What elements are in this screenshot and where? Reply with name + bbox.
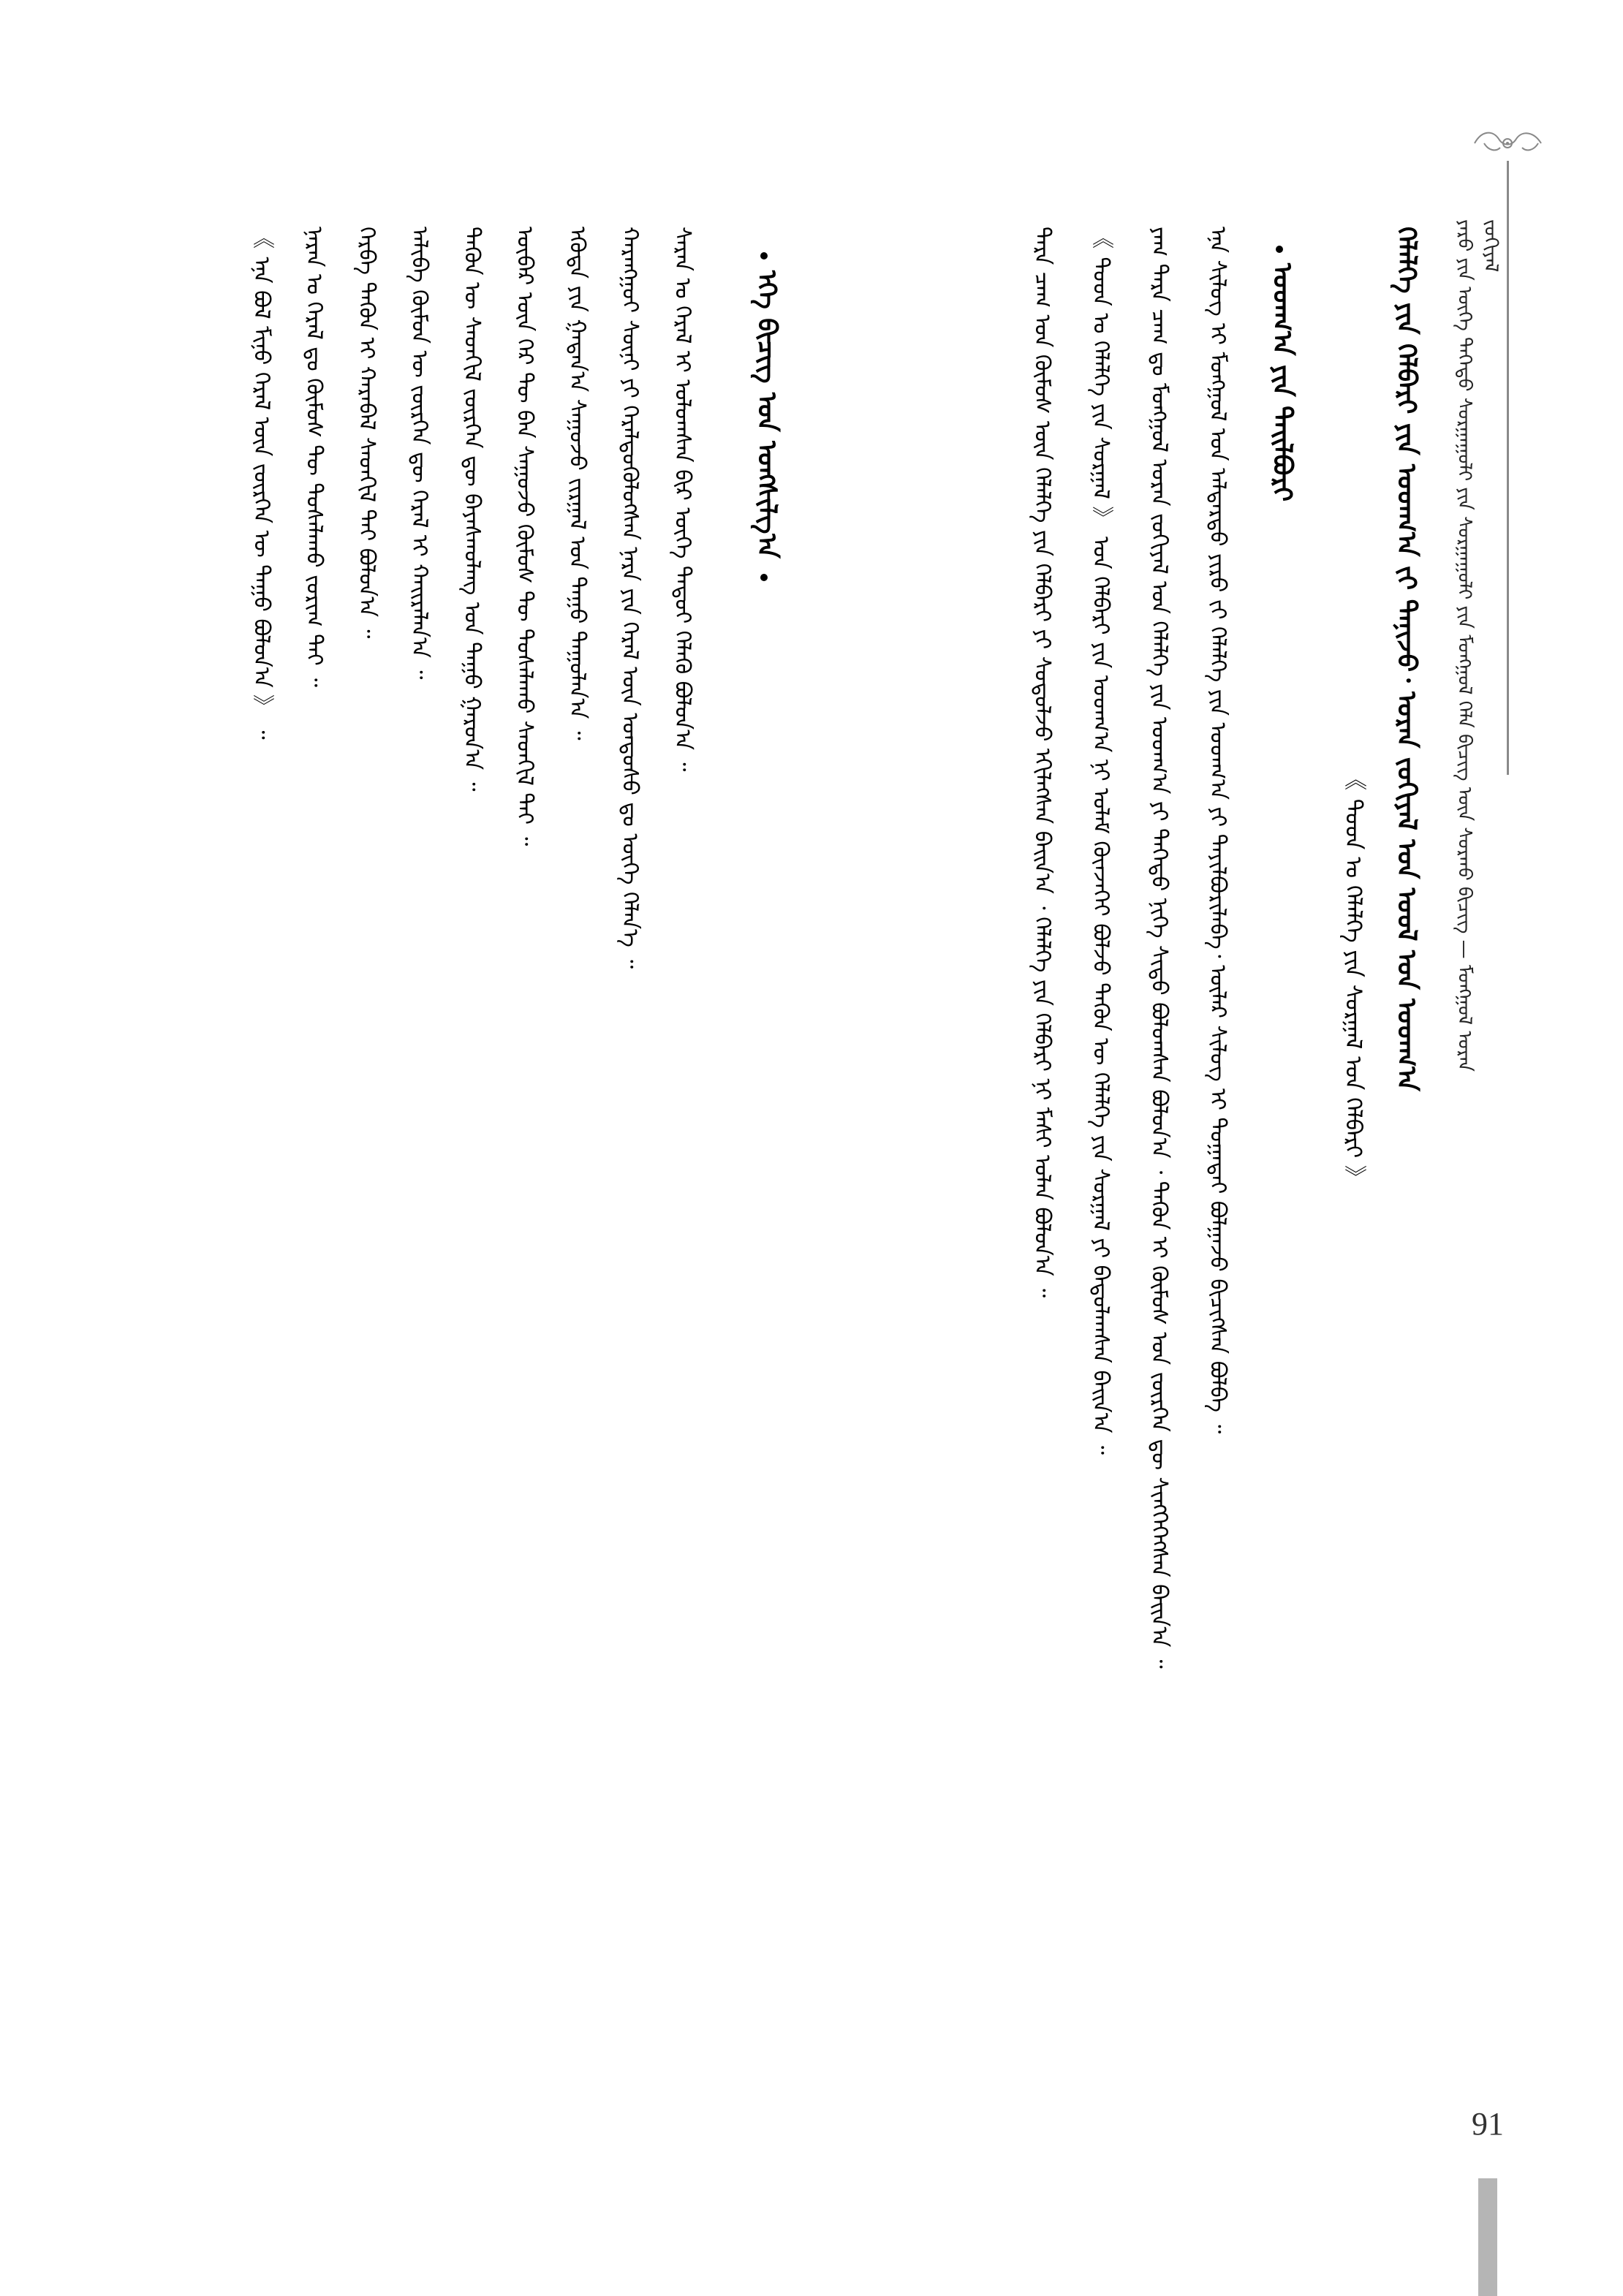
section-bullet-1 <box>1276 246 1283 253</box>
poem-line-5: ᠲᠡᠭᠦᠨ ᠦ ᠰᠡᠳᠬᠢᠯ ᠵᠦᠷᠬᠡᠨ ᠳᠦ ᠪᠠᠶᠠᠰᠬᠤᠯᠠᠩ ᠤᠨ ᠳᠠᠭᠤ ᠭᠠᠷᠤᠨ᠎ᠠ ᠃ <box>459 227 485 792</box>
section-heading-2: ᠡᠬᠡ ᠪᠢᠴᠢᠭ᠌ ᠤᠨ ᠤᠩᠰᠢᠯᠭ᠎ᠠ <box>752 270 782 558</box>
poem-line-1: ᠰᠠᠷᠠᠨ ᠤ ᠭᠡᠷᠡᠯ ᠢ ᠣᠯᠤᠭᠰᠠᠨ ᠪᠢᠷ ᠦᠭᠡ ᠲᠡᠳᠦᠢ ᠬᠡᠯᠡᠬᠦ ᠪᠣᠯᠤᠨ᠎ᠠ ᠃ <box>670 227 695 772</box>
section-heading-1: ᠤᠳᠬ᠎ᠠ ᠶᠢᠨ ᠲᠠᠢᠯᠪᠤᠷᠢ <box>1267 263 1297 502</box>
poem-line-7: ᠬᠡᠷᠪᠡ ᠲᠡᠭᠦᠨ ᠢ ᠬᠠᠷᠠᠪᠠᠯ ᠰᠡᠳᠬᠢᠯ ᠲᠡᠢ ᠪᠣᠯᠤᠨ᠎ᠠ ᠃ <box>354 227 379 639</box>
poem-line-8: ᠨᠠᠷᠠᠨ ᠤ ᠭᠡᠷᠡᠯ ᠳᠤ ᠬᠦᠮᠦᠰ ᠲᠦ ᠲᠤᠰᠠᠯᠠᠬᠤ ᠵᠣᠷᠢᠭ ᠲᠠᠢ ᠃ <box>301 227 327 688</box>
running-head-rule <box>1507 161 1509 775</box>
poem-line-3: ᠡᠭᠦᠳᠡ ᠶᠢᠨ ᠭᠠᠳᠠᠨ᠎ᠠ ᠰᠠᠭᠤᠵᠤ ᠵᠢᠷᠭᠠᠯ ᠤᠨ ᠳᠠᠭᠤ ᠳᠠᠭᠤᠯᠠᠨ᠎ᠠ ᠃ <box>564 227 590 740</box>
page-ornament-icon <box>1471 126 1551 161</box>
paragraph-1-col-2: ᠶᠠᠭ ᠲᠡᠷᠡ ᠴᠠᠭ ᠳᠤ ᠮᠣᠩᠭᠣᠯ ᠤᠷᠠᠨ ᠵᠣᠬᠢᠶᠠᠯ ᠤᠨ ᠬᠡᠯᠡᠯᠭᠡ ᠶᠢᠨ ᠤᠳᠬ᠎ᠠ ᠶᠢ ᠳᠡᠭᠡᠳᠦ ᠨᠢᠭᠡ ᠰᠢᠲᠦ ᠪᠣᠯᠤᠭᠰᠠᠨ ᠪᠣᠯᠤᠨ᠎ᠠ ᠂ ᠲᠡᠭᠦᠨ ᠢ ᠬᠦᠮᠦᠰ ᠤᠨ ᠵᠦᠷᠬᠡᠨ ᠳᠦ ᠰᠢᠩᠭᠡᠭᠡᠭᠰᠡᠨ ᠪᠠᠢᠨ᠎ᠠ ᠃ <box>1146 227 1172 1669</box>
running-head: ᠶᠡᠷᠦ ᠶᠢᠨ ᠦᠭᠡ ᠳᠡᠭᠡᠳᠦ ᠰᠤᠷᠭᠠᠭᠤᠯᠢ ᠶᠢᠨ ᠰᠤᠷᠭᠠᠭᠤᠯᠢ ᠶᠢᠨ ᠮᠣᠩᠭᠣᠯ ᠬᠡᠯᠡ ᠪᠢᠴᠢᠭ᠌ ᠦᠨ ᠰᠤᠷᠬᠤ ᠪᠢᠴᠢᠭ᠌ — ᠮᠣᠩᠭᠣᠯ ᠤᠷᠠᠨ ᠵᠣᠬᠢᠶᠠᠯ <box>1453 219 1502 1072</box>
page-number: 91 <box>1472 2106 1504 2142</box>
article-title: ᠬᠡᠯᠡᠯᠭᠡ ᠶᠢᠨ ᠬᠡᠯᠪᠡᠷᠢ ᠶᠢᠨ ᠤᠳᠬ᠎ᠠ ᠵᠢ ᠲᠠᠨᠢᠵᠤ᠂ ᠤᠷᠠᠨ ᠵᠣᠬᠢᠶᠠᠯ ᠤᠨ ᠤᠤᠯ ᠤᠨ ᠤᠳᠬ᠎ᠠ <box>1391 227 1421 1091</box>
paragraph-1-col-3: 《 ᠲᠣᠣᠨ ᠤ ᠬᠡᠯᠡᠯᠭᠡ ᠶᠢᠨ ᠰᠤᠷᠭᠠᠯ 》 ᠤᠨ ᠬᠡᠯᠪᠡᠷᠢ ᠶᠢᠨ ᠤᠳᠬ᠎ᠠ ᠨᠢ ᠤᠯᠠᠮ ᠭᠦᠨᠵᠡᠭᠡᠢ ᠪᠣᠯᠵᠤ ᠲᠡᠭᠦᠨ ᠦ ᠬᠡᠯᠡᠯᠭᠡ ᠶᠢᠨ ᠰᠤᠷᠭᠠᠯ ᠶᠢ ᠪᠠᠲᠤᠯᠠᠭᠰᠠᠨ ᠪᠠᠢᠨ᠎ᠠ ᠃ <box>1088 227 1113 1455</box>
paragraph-1-col-1: ᠡᠨᠡ ᠰᠢᠯᠦᠭ ᠢ ᠮᠣᠩᠭᠣᠯ ᠤᠨ ᠠᠯᠳᠠᠷᠲᠤ ᠶᠢᠷᠤ ᠵᠢ ᠬᠡᠯᠡᠯᠭᠡ ᠶᠢᠨ ᠤᠳᠬ᠎ᠠ ᠶᠢ ᠲᠠᠶᠢᠯᠪᠤᠷᠢᠯᠠᠪᠠ᠂ ᠦᠯᠡᠷ ᠰᠢᠯᠦᠭ ᠢ ᠲᠣᠭᠠᠲᠠᠢ ᠪᠣᠯᠭᠠᠵᠤ ᠪᠢᠴᠢᠭᠰᠡᠨ ᠪᠣᠯᠪᠠ ᠃ <box>1205 227 1230 1434</box>
poem-line-6: ᠠᠯᠢᠪᠠ ᠬᠦᠮᠦᠨ ᠦ ᠵᠦᠷᠬᠡᠨ ᠳᠦ ᠭᠡᠷᠡᠯ ᠢ ᠬᠠᠢᠷᠠᠯᠠᠨ᠎ᠠ ᠃ <box>406 227 432 680</box>
paragraph-1-col-4: ᠲᠡᠷᠡ ᠴᠠᠭ ᠤᠨ ᠬᠦᠮᠦᠰ ᠦᠨ ᠬᠡᠯᠡᠯᠭᠡ ᠶᠢᠨ ᠬᠡᠯᠪᠡᠷᠢ ᠶᠢ ᠰᠤᠳᠤᠯᠵᠤ ᠡᠬᠢᠯᠡᠭᠰᠡᠨ ᠪᠠᠢᠨ᠎ᠠ ᠂ ᠬᠡᠯᠡᠯᠭᠡ ᠶᠢᠨ ᠬᠡᠯᠪᠡᠷᠢ ᠨᠢ ᠮᠠᠰᠢ ᠣᠯᠠᠨ ᠪᠣᠯᠤᠨ᠎ᠠ ᠃ <box>1029 227 1055 1298</box>
section-bullet-2-end <box>760 574 768 581</box>
poem-line-9: 《 ᠡᠨᠡ ᠪᠣᠯ ᠮᠢᠨᠤ ᠭᠡᠷᠡᠯ ᠦᠨ ᠵᠦᠷᠬᠡᠨ ᠦ ᠳᠠᠭᠤ ᠪᠣᠯᠤᠨ᠎ᠠ 》 ᠃ <box>249 227 274 740</box>
page-edge-tab <box>1478 2178 1497 2296</box>
article-subtitle: 《 ᠲᠣᠣᠨ ᠤ ᠬᠡᠯᠡᠯᠭᠡ ᠶᠢᠨ ᠰᠤᠷᠭᠠᠯ ᠤᠨ ᠬᠡᠯᠪᠡᠷᠢ 》 <box>1340 768 1366 1189</box>
poem-line-4: ᠥᠪᠡᠷ ᠦᠨ ᠭᠡᠷ ᠲᠦ ᠪᠠᠨ ᠰᠠᠭᠤᠵᠤ ᠬᠦᠮᠦᠰ ᠲᠦ ᠲᠤᠰᠠᠯᠠᠬᠤ ᠰᠡᠳᠬᠢᠯ ᠲᠠᠢ ᠃ <box>512 227 537 846</box>
section-bullet-2 <box>760 252 768 259</box>
poem-line-2: ᠬᠠᠷᠠᠩᠭᠤᠢ ᠰᠦᠨᠢ ᠶᠢ ᠭᠡᠷᠡᠯᠲᠦᠭᠦᠯᠦᠭᠰᠡᠨ ᠨᠠᠷᠠ ᠶᠢᠨ ᠭᠡᠷᠡᠯ ᠦᠨ ᠤᠨᠳᠤᠰᠤ ᠳᠤ ᠦᠭᠡ ᠬᠡᠯᠡᠨ᠎ᠡ ᠃ <box>617 227 643 969</box>
